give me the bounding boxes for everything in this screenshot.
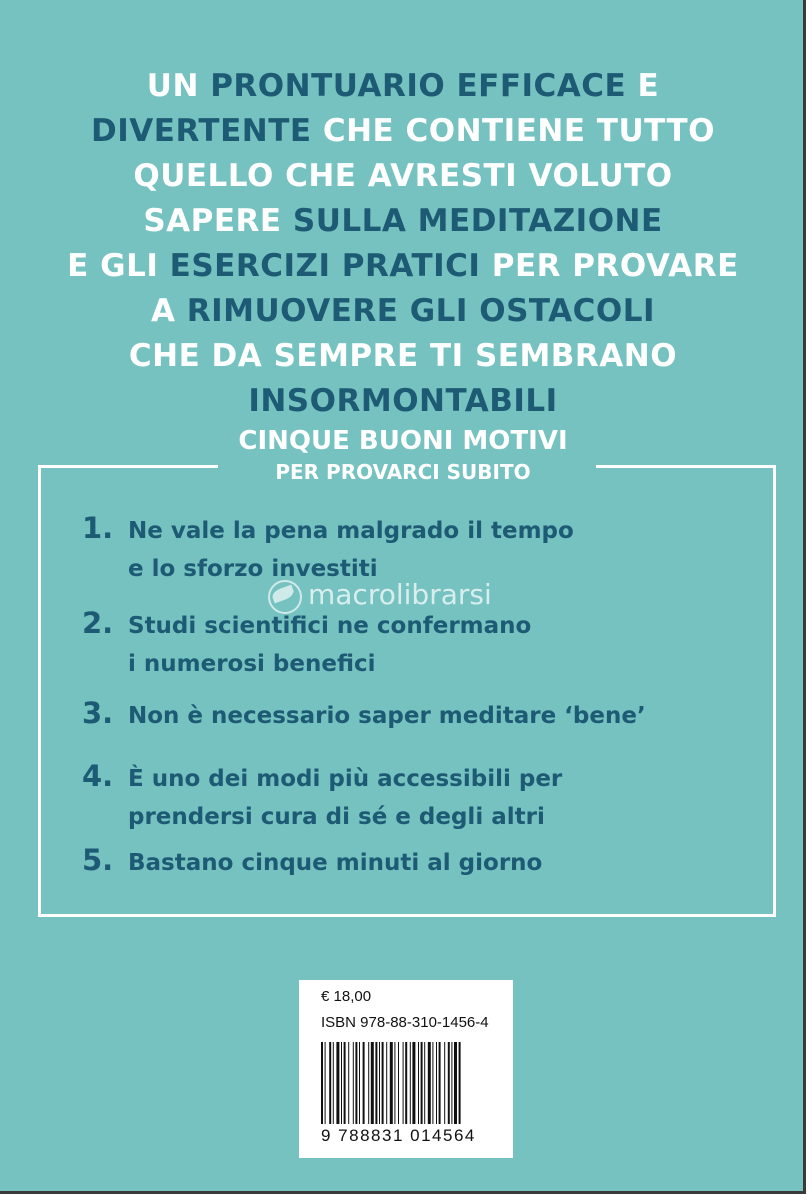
barcode-bar <box>436 1042 437 1124</box>
barcode-bar <box>344 1042 346 1124</box>
barcode-bar <box>444 1042 445 1124</box>
price-isbn-box <box>299 980 513 1158</box>
headline-text: CHE DA SEMPRE TI SEMBRANO <box>128 338 678 374</box>
barcode-bar <box>412 1042 415 1124</box>
barcode-bar <box>454 1042 457 1124</box>
reason-item <box>82 695 762 735</box>
reason-number: 2. <box>82 606 114 640</box>
barcode-bar <box>348 1042 349 1124</box>
watermark-text: macrolibrarsi <box>308 578 492 611</box>
barcode-bar <box>325 1042 326 1124</box>
headline-highlight: INSORMONTABILI <box>248 383 558 419</box>
barcode-bar <box>336 1042 339 1124</box>
headline-text: PER PROVARE <box>480 248 739 284</box>
barcode-bar <box>424 1042 425 1124</box>
barcode-bar <box>355 1042 357 1124</box>
headline-line <box>0 244 806 289</box>
reason-text <box>128 842 762 882</box>
reason-line: Non è necessario saper meditare ‘bene’ <box>128 703 646 729</box>
barcode <box>321 1042 491 1124</box>
barcode-bar <box>398 1042 399 1124</box>
price: € 18,00 <box>321 988 372 1005</box>
headline-text: UN <box>146 68 211 104</box>
reason-item <box>82 842 762 882</box>
barcode-bar <box>448 1042 450 1124</box>
reason-line: È uno dei modi più accessibili per <box>128 766 563 792</box>
barcode-bar <box>405 1042 407 1124</box>
barcode-bar <box>390 1042 393 1124</box>
headline-line <box>0 199 806 244</box>
reason-item <box>82 758 762 836</box>
barcode-bar <box>451 1042 452 1124</box>
headline-text: E <box>626 68 660 104</box>
barcode-bar <box>386 1042 387 1124</box>
barcode-bar <box>321 1042 323 1124</box>
headline-text: E GLI <box>67 248 170 284</box>
isbn: ISBN 978-88-310-1456-4 <box>321 1014 489 1031</box>
reason-line: prendersi cura di sé e degli altri <box>128 804 545 830</box>
headline-text: CHE CONTIENE TUTTO <box>311 113 715 149</box>
headline-line <box>0 109 806 154</box>
headline-highlight: SULLA MEDITAZIONE <box>292 203 663 239</box>
barcode-bar <box>329 1042 331 1124</box>
headline-highlight: RIMUOVERE GLI OSTACOLI <box>186 293 656 329</box>
reason-number: 4. <box>82 759 114 793</box>
headline-line <box>0 379 806 424</box>
headline-text: SAPERE <box>143 203 293 239</box>
barcode-bar <box>363 1042 365 1124</box>
reason-text <box>128 510 762 588</box>
headline-highlight: DIVERTENTE <box>91 113 312 149</box>
barcode-bar <box>333 1042 334 1124</box>
reason-line: Bastano cinque minuti al giorno <box>128 850 543 876</box>
barcode-bar <box>418 1042 419 1124</box>
barcode-bar <box>368 1042 369 1124</box>
reason-text <box>128 758 762 836</box>
reason-number: 1. <box>82 511 114 545</box>
barcode-bar <box>379 1042 380 1124</box>
headline-line <box>0 289 806 334</box>
barcode-bar <box>410 1042 411 1124</box>
headline-line <box>0 154 806 199</box>
reason-line: e lo sforzo investiti <box>128 556 378 582</box>
headline-text: A <box>150 293 187 329</box>
headline-highlight: PRONTUARIO EFFICACE <box>210 68 627 104</box>
barcode-bar <box>341 1042 342 1124</box>
headline-line <box>0 64 806 109</box>
reason-text <box>128 695 762 735</box>
box-subtitle: PER PROVARCI SUBITO <box>275 460 531 484</box>
barcode-bar <box>428 1042 431 1124</box>
barcode-digits: 9 788831 014564 <box>321 1126 476 1145</box>
barcode-bar <box>439 1042 441 1124</box>
reason-number: 5. <box>82 843 114 877</box>
barcode-bar <box>459 1042 461 1124</box>
reason-item <box>82 510 762 588</box>
barcode-bar <box>432 1042 433 1124</box>
headline-line <box>0 334 806 379</box>
barcode-bar <box>375 1042 377 1124</box>
headline-text: QUELLO CHE AVRESTI VOLUTO <box>133 158 673 194</box>
headline-highlight: ESERCIZI PRATICI <box>169 248 481 284</box>
headline <box>0 64 806 424</box>
reason-number: 3. <box>82 696 114 730</box>
reason-line: Ne vale la pena malgrado il tempo <box>128 518 574 544</box>
barcode-bar <box>371 1042 374 1124</box>
reason-line: i numerosi benefici <box>128 651 376 677</box>
box-title: CINQUE BUONI MOTIVI <box>238 426 568 456</box>
barcode-bar <box>394 1042 395 1124</box>
reason-line: Studi scientifici ne confermano <box>128 613 532 639</box>
barcode-bar <box>353 1042 354 1124</box>
watermark <box>268 578 568 628</box>
barcode-bar <box>359 1042 360 1124</box>
barcode-bar <box>403 1042 404 1124</box>
barcode-bar <box>382 1042 384 1124</box>
barcode-bar <box>421 1042 423 1124</box>
